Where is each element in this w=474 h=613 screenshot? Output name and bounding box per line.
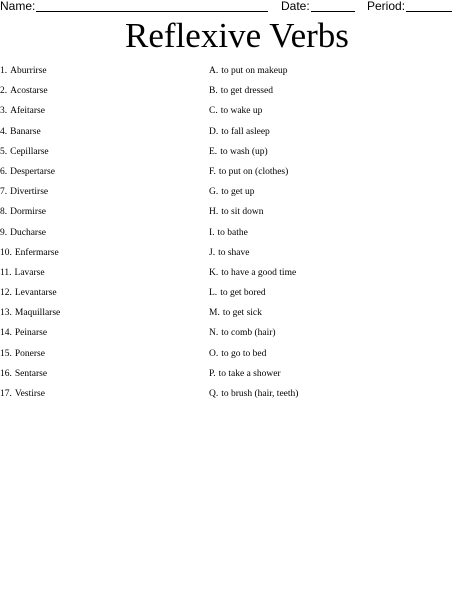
definition-letter: N. <box>209 328 219 339</box>
term-number: 12. <box>0 288 12 299</box>
definition-item <box>209 185 255 199</box>
list-item <box>0 387 474 407</box>
term-text: Maquillarse <box>14 308 61 319</box>
term-number: 2. <box>0 86 8 97</box>
list-item <box>0 326 474 346</box>
period-blank-line[interactable] <box>406 11 452 12</box>
term-item <box>0 326 47 340</box>
definition-letter: G. <box>209 187 219 198</box>
list-item <box>0 367 474 387</box>
definition-text: to get sick <box>222 308 262 319</box>
definition-item <box>209 64 287 78</box>
term-number: 5. <box>0 146 8 157</box>
definition-letter: I. <box>209 227 215 238</box>
page-title: Reflexive Verbs <box>125 16 349 55</box>
date-label: Date: <box>281 0 310 13</box>
term-item <box>0 266 45 280</box>
term-number: 9. <box>0 227 8 238</box>
definition-letter: K. <box>209 267 219 278</box>
definition-letter: D. <box>209 126 219 137</box>
term-number: 1. <box>0 66 8 76</box>
term-text: Aburrirse <box>10 66 47 76</box>
definition-text: to wash (up) <box>220 146 268 157</box>
definition-text: to bathe <box>217 227 248 238</box>
term-item <box>0 367 47 381</box>
definition-text: to fall asleep <box>221 126 270 137</box>
term-text: Cepillarse <box>10 146 49 157</box>
name-label: Name: <box>0 0 36 13</box>
definition-item <box>209 306 262 320</box>
list-item <box>0 347 474 367</box>
definition-item <box>209 326 276 340</box>
definition-item <box>209 367 281 381</box>
list-item <box>0 266 474 286</box>
definition-text: to get bored <box>220 288 266 299</box>
definition-item <box>209 246 249 260</box>
definition-item <box>209 286 266 300</box>
list-item <box>0 205 474 225</box>
term-text: Enfermarse <box>14 247 59 258</box>
definition-letter: Q. <box>209 389 219 399</box>
definition-text: to put on makeup <box>221 66 288 76</box>
term-number: 4. <box>0 126 8 137</box>
term-item <box>0 226 46 240</box>
definition-text: to get dressed <box>220 86 273 97</box>
term-item <box>0 64 47 78</box>
definition-text: to wake up <box>220 106 263 117</box>
term-item <box>0 246 59 260</box>
list-item <box>0 306 474 326</box>
term-item <box>0 387 45 401</box>
definition-text: to shave <box>218 247 250 258</box>
term-number: 16. <box>0 368 12 379</box>
term-text: Lavarse <box>14 267 45 278</box>
term-text: Dormirse <box>10 207 47 218</box>
list-item <box>0 185 474 205</box>
list-item <box>0 286 474 306</box>
definition-letter: H. <box>209 207 219 218</box>
term-item <box>0 104 45 118</box>
matching-list <box>0 64 474 407</box>
term-text: Ponerse <box>14 348 45 359</box>
term-text: Afeitarse <box>10 106 45 117</box>
definition-item <box>209 387 298 401</box>
list-item <box>0 226 474 246</box>
definition-text: to comb (hair) <box>221 328 276 339</box>
term-item <box>0 286 57 300</box>
term-number: 14. <box>0 328 12 339</box>
definition-letter: L. <box>209 288 218 299</box>
definition-text: to have a good time <box>221 267 297 278</box>
definition-text: to put on (clothes) <box>218 166 289 177</box>
term-number: 10. <box>0 247 12 258</box>
name-blank-line[interactable] <box>36 11 268 12</box>
definition-text: to get up <box>221 187 255 198</box>
term-text: Banarse <box>10 126 41 137</box>
definition-text: to sit down <box>221 207 264 218</box>
term-number: 13. <box>0 308 12 319</box>
term-number: 7. <box>0 187 8 198</box>
definition-letter: E. <box>209 146 218 157</box>
definition-letter: B. <box>209 86 218 97</box>
term-text: Vestirse <box>14 389 45 399</box>
term-text: Peinarse <box>14 328 48 339</box>
list-item <box>0 64 474 84</box>
definition-text: to take a shower <box>218 368 281 379</box>
term-text: Acostarse <box>10 86 48 97</box>
definition-letter: J. <box>209 247 216 258</box>
definition-item <box>209 205 263 219</box>
term-text: Despertarse <box>10 166 55 177</box>
term-number: 15. <box>0 348 12 359</box>
term-number: 8. <box>0 207 8 218</box>
definition-letter: M. <box>209 308 220 319</box>
term-item <box>0 205 46 219</box>
term-item <box>0 145 49 159</box>
definition-text: to go to bed <box>221 348 267 359</box>
term-text: Sentarse <box>14 368 48 379</box>
definition-item <box>209 145 268 159</box>
term-item <box>0 347 45 361</box>
definition-item <box>209 347 266 361</box>
term-number: 3. <box>0 106 8 117</box>
term-number: 17. <box>0 389 12 399</box>
definition-item <box>209 266 296 280</box>
definition-item <box>209 165 288 179</box>
term-item <box>0 84 48 98</box>
definition-letter: F. <box>209 166 216 177</box>
definition-item <box>209 104 262 118</box>
list-item <box>0 84 474 104</box>
definition-item <box>209 226 248 240</box>
term-text: Divertirse <box>10 187 49 198</box>
definition-letter: P. <box>209 368 216 379</box>
definition-item <box>209 84 273 98</box>
definition-letter: A. <box>209 66 219 76</box>
list-item <box>0 246 474 266</box>
term-text: Ducharse <box>10 227 46 238</box>
term-item <box>0 306 60 320</box>
definition-letter: C. <box>209 106 218 117</box>
definition-text: to brush (hair, teeth) <box>221 389 299 399</box>
term-text: Levantarse <box>14 288 57 299</box>
term-number: 11. <box>0 267 12 278</box>
list-item <box>0 165 474 185</box>
term-item <box>0 185 48 199</box>
list-item <box>0 145 474 165</box>
period-label: Period: <box>367 0 406 13</box>
term-item <box>0 125 41 139</box>
list-item <box>0 104 474 124</box>
term-number: 6. <box>0 166 8 177</box>
list-item <box>0 125 474 145</box>
date-blank-line[interactable] <box>311 11 355 12</box>
definition-item <box>209 125 270 139</box>
term-item <box>0 165 55 179</box>
definition-letter: O. <box>209 348 219 359</box>
